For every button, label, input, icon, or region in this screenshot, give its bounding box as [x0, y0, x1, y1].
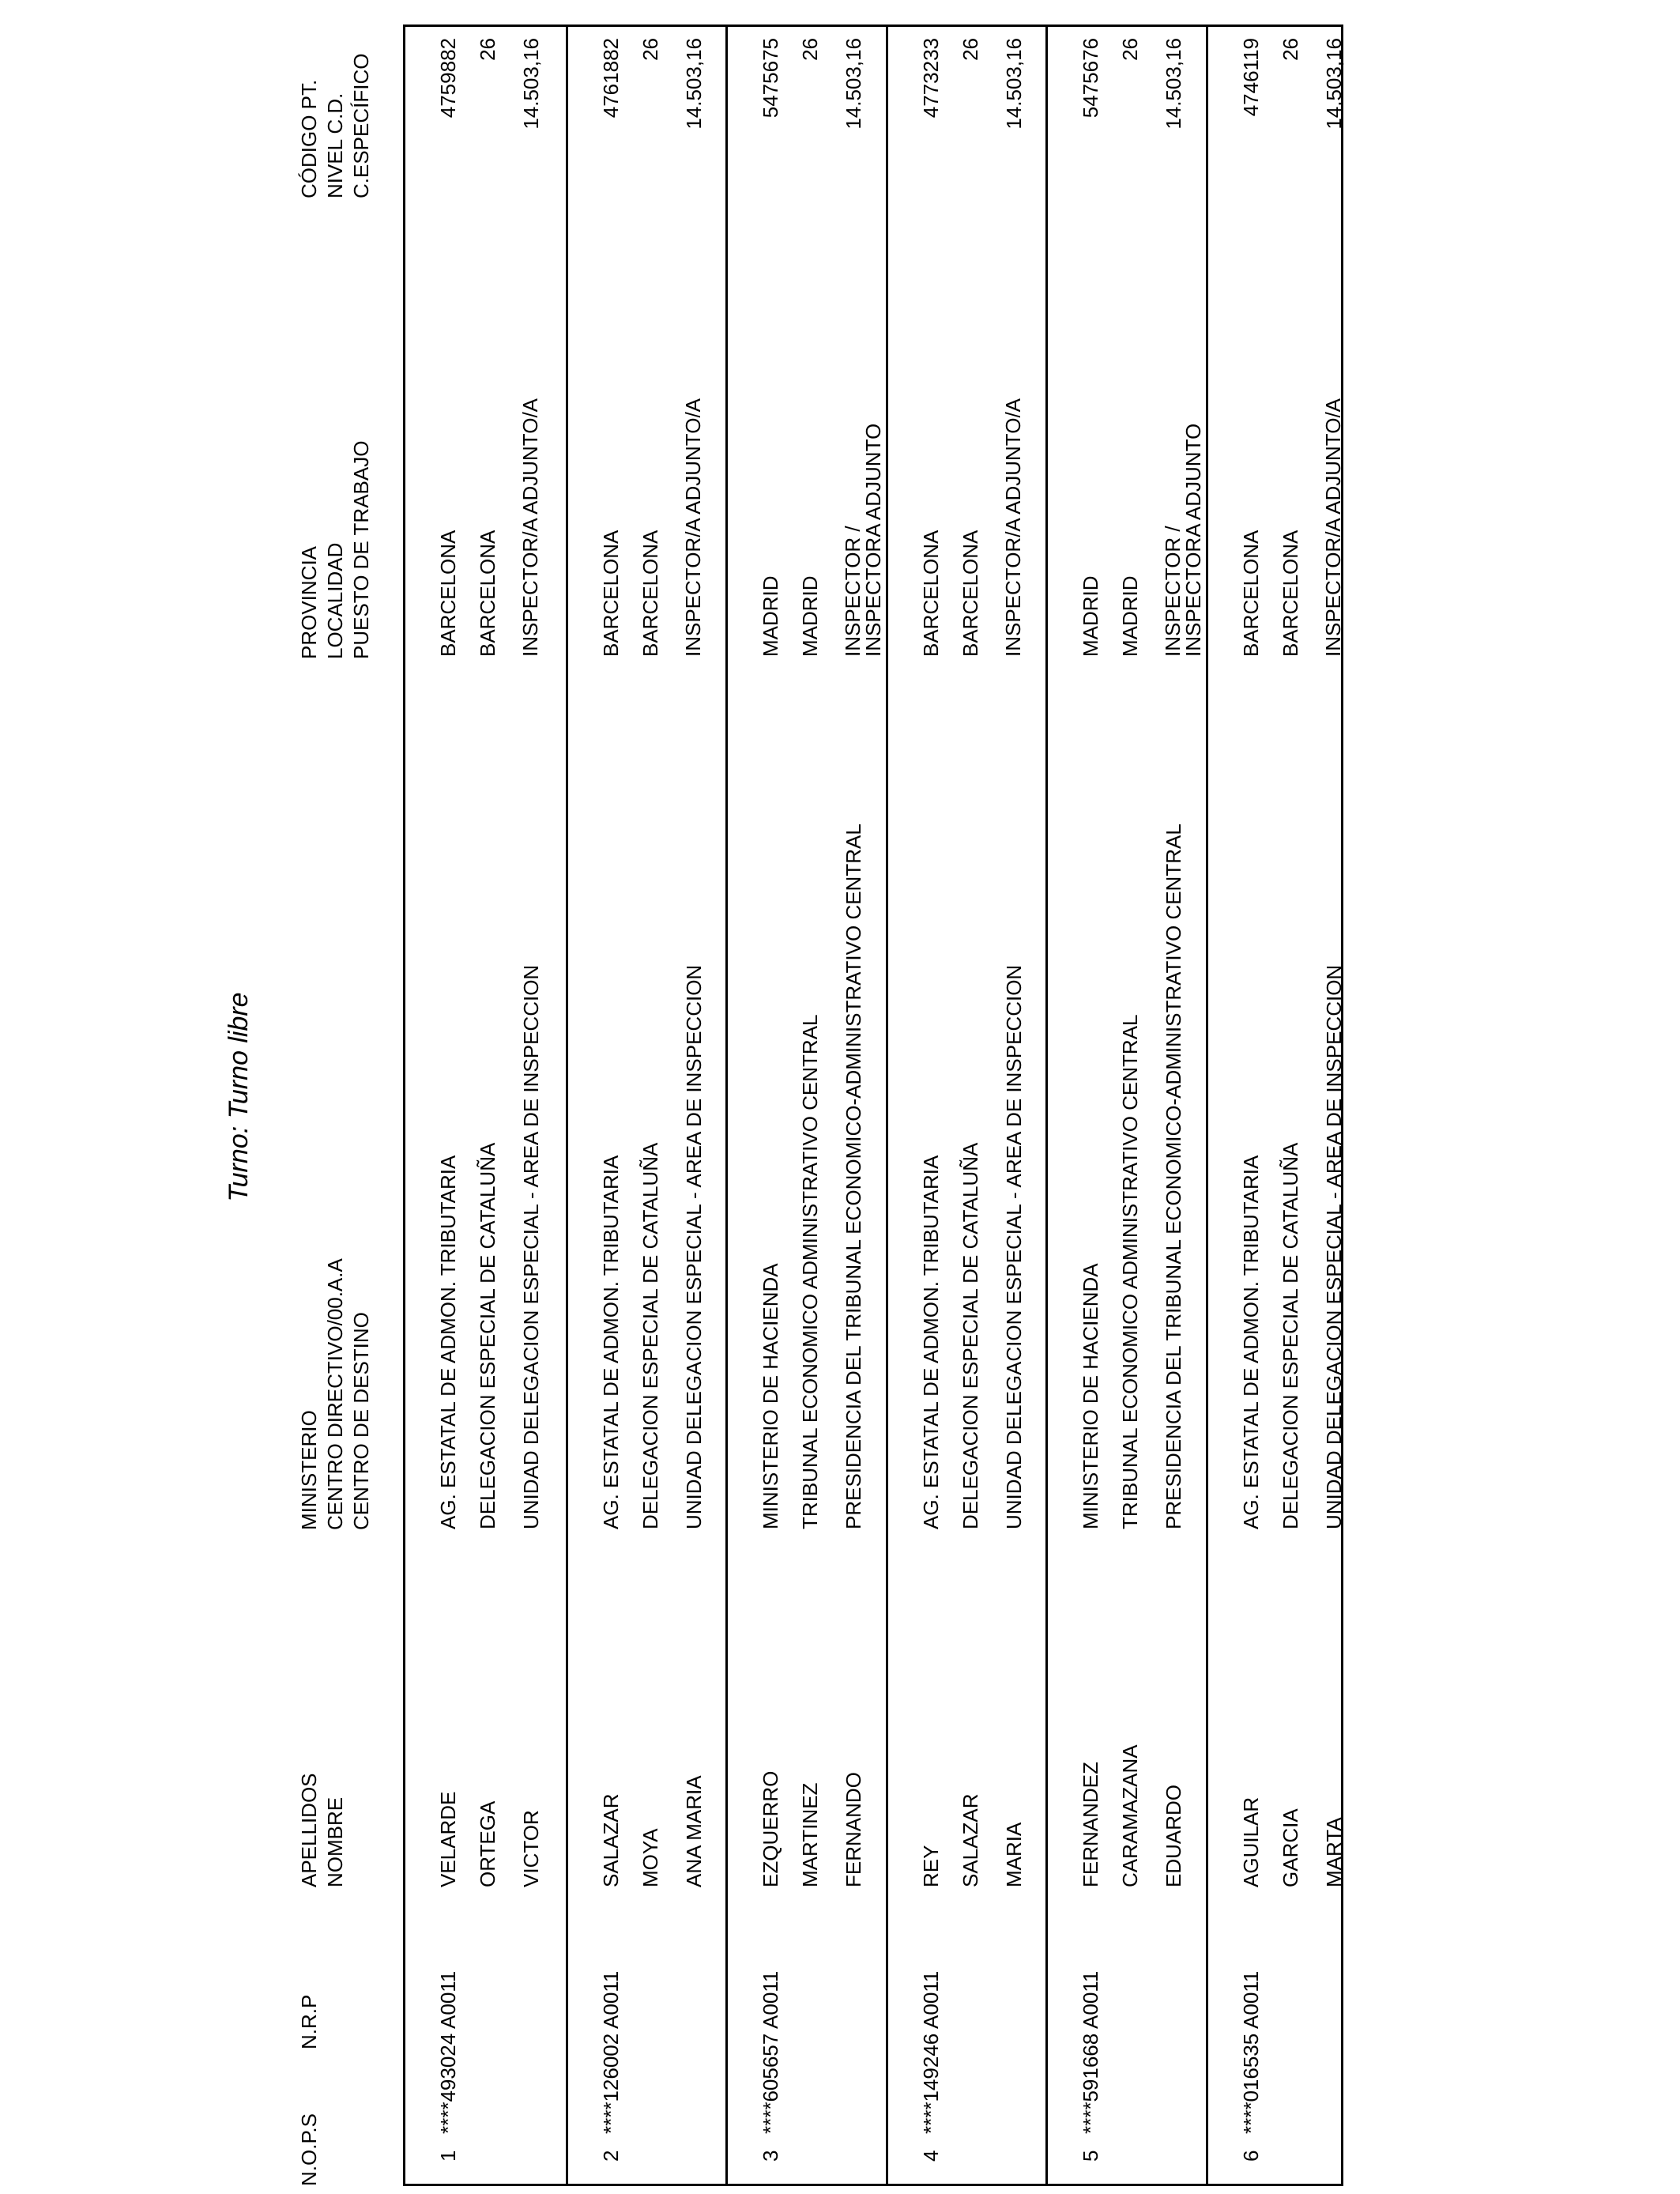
apellido1-cell: EZQUERRO [759, 1770, 782, 1887]
nivel-cell: 26 [1118, 38, 1142, 61]
results-table [403, 25, 1346, 2186]
ministerio-cell: AG. ESTATAL DE ADMON. TRIBUTARIA [436, 1155, 460, 1529]
especifico-cell: 14.503,16 [842, 38, 865, 130]
header-provincia-line: PROVINCIA [297, 545, 321, 659]
codigo-cell: 5475675 [759, 38, 782, 119]
apellido1-cell: VELARDE [436, 1791, 460, 1887]
table-row [405, 27, 566, 2184]
header-puesto-line: PUESTO DE TRABAJO [349, 440, 373, 659]
nrp-cell: ****493024 A0011 [436, 1970, 460, 2134]
centro-destino-cell: UNIDAD DELEGACION ESPECIAL - AREA DE INSPECCION [519, 964, 543, 1529]
nombre-cell: EDUARDO [1162, 1784, 1185, 1887]
centro-destino-cell: UNIDAD DELEGACION ESPECIAL - AREA DE INSPECCION [1322, 964, 1346, 1529]
nivel-cell: 26 [798, 38, 822, 61]
header-codigo-line: CÓDIGO PT. [297, 79, 321, 198]
nivel-cell: 26 [959, 38, 982, 61]
apellido2-cell: GARCIA [1279, 1808, 1302, 1887]
provincia-cell: BARCELONA [436, 530, 460, 657]
codigo-cell: 4746119 [1239, 38, 1263, 117]
centro-directivo-cell: DELEGACION ESPECIAL DE CATALUÑA [476, 1142, 499, 1529]
nops-cell: 1 [436, 2150, 460, 2162]
ministerio-cell: AG. ESTATAL DE ADMON. TRIBUTARIA [1239, 1155, 1263, 1529]
nombre-cell: FERNANDO [842, 1772, 865, 1887]
nrp-cell: ****591668 A0011 [1079, 1970, 1102, 2134]
nrp-cell: ****149246 A0011 [919, 1970, 943, 2134]
nops-cell: 6 [1239, 2150, 1263, 2162]
puesto-cell: INSPECTOR/A ADJUNTO/A [518, 398, 542, 657]
nrp-cell: ****016535 A0011 [1239, 1970, 1263, 2134]
apellido2-cell: CARAMAZANA [1118, 1744, 1142, 1887]
localidad-cell: MADRID [1118, 575, 1142, 657]
localidad-cell: BARCELONA [638, 530, 662, 657]
header-nrp-label: N.R.P [297, 1994, 321, 2049]
header-codigo [296, 54, 375, 198]
centro-destino-cell: PRESIDENCIA DEL TRIBUNAL ECONOMICO-ADMINISTRATIVO CENTRAL [1162, 824, 1185, 1529]
nombre-cell: MARIA [1002, 1822, 1026, 1887]
apellido1-cell: AGUILAR [1239, 1796, 1263, 1887]
header-nombre-line: NOMBRE [323, 1796, 347, 1887]
puesto-cell: INSPECTOR/A ADJUNTO/A [1001, 398, 1025, 657]
ministerio-cell: AG. ESTATAL DE ADMON. TRIBUTARIA [919, 1155, 943, 1529]
table-row [886, 27, 1049, 2184]
nombre-cell: VICTOR [519, 1810, 543, 1887]
apellido2-cell: SALAZAR [959, 1793, 982, 1887]
provincia-cell: BARCELONA [1239, 530, 1263, 657]
puesto-cell: INSPECTOR / INSPECTORA ADJUNTO [1161, 423, 1205, 657]
especifico-cell: 14.503,16 [1162, 38, 1185, 130]
centro-directivo-cell: DELEGACION ESPECIAL DE CATALUÑA [638, 1142, 662, 1529]
nivel-cell: 26 [476, 38, 499, 61]
nombre-cell: MARTA [1322, 1817, 1346, 1887]
header-ministerio-line: MINISTERIO [297, 1410, 321, 1530]
centro-directivo-cell: DELEGACION ESPECIAL DE CATALUÑA [959, 1142, 982, 1529]
table-row [566, 27, 729, 2184]
localidad-cell: MADRID [798, 575, 822, 657]
header-nivel-line: NIVEL C.D. [323, 92, 347, 198]
nops-cell: 5 [1079, 2150, 1102, 2162]
apellido2-cell: ORTEGA [476, 1800, 499, 1887]
centro-directivo-cell: DELEGACION ESPECIAL DE CATALUÑA [1279, 1142, 1302, 1529]
provincia-cell: BARCELONA [919, 530, 943, 657]
apellido1-cell: FERNANDEZ [1079, 1762, 1102, 1887]
ministerio-cell: MINISTERIO DE HACIENDA [1079, 1263, 1102, 1529]
nivel-cell: 26 [638, 38, 662, 61]
table-row [725, 27, 888, 2184]
table-row [1206, 27, 1369, 2184]
localidad-cell: BARCELONA [476, 530, 499, 657]
localidad-cell: BARCELONA [959, 530, 982, 657]
header-centro-destino-line: CENTRO DE DESTINO [349, 1312, 373, 1530]
provincia-cell: MADRID [1079, 575, 1102, 657]
codigo-cell: 4759882 [436, 38, 460, 119]
nombre-cell: ANA MARIA [682, 1775, 706, 1887]
especifico-cell: 14.503,16 [519, 38, 543, 130]
ministerio-cell: MINISTERIO DE HACIENDA [759, 1263, 782, 1529]
puesto-cell: INSPECTOR / INSPECTORA ADJUNTO [841, 423, 885, 657]
table-row [1045, 27, 1208, 2184]
apellido2-cell: MOYA [638, 1828, 662, 1887]
header-nops-label: N.O.P.S [297, 2113, 321, 2186]
nops-cell: 2 [599, 2150, 623, 2162]
header-especifico-line: C.ESPECÍFICO [349, 53, 373, 198]
header-localidad-line: LOCALIDAD [323, 542, 347, 659]
header-nops [296, 2113, 322, 2186]
ministerio-cell: AG. ESTATAL DE ADMON. TRIBUTARIA [599, 1155, 623, 1529]
puesto-cell: INSPECTOR/A ADJUNTO/A [681, 398, 705, 657]
nops-cell: 3 [759, 2150, 782, 2162]
centro-directivo-cell: TRIBUNAL ECONOMICO ADMINISTRATIVO CENTRAL [1118, 1014, 1142, 1529]
centro-destino-cell: PRESIDENCIA DEL TRIBUNAL ECONOMICO-ADMINISTRATIVO CENTRAL [842, 824, 865, 1529]
header-ministerio [296, 1258, 375, 1530]
especifico-cell: 14.503,16 [1002, 38, 1026, 130]
codigo-cell: 4761882 [599, 38, 623, 119]
header-centro-directivo-line: CENTRO DIRECTIVO/00.A.A [323, 1258, 347, 1530]
header-provincia [296, 441, 375, 659]
puesto-cell: INSPECTOR/A ADJUNTO/A [1321, 398, 1345, 657]
localidad-cell: BARCELONA [1279, 530, 1302, 657]
centro-destino-cell: UNIDAD DELEGACION ESPECIAL - AREA DE INSPECCION [1002, 964, 1026, 1529]
header-apellidos [296, 1773, 348, 1887]
especifico-cell: 14.503,16 [682, 38, 706, 130]
apellido1-cell: SALAZAR [599, 1793, 623, 1887]
nrp-cell: ****605657 A0011 [759, 1970, 782, 2134]
provincia-cell: BARCELONA [599, 530, 623, 657]
page-title: Turno: Turno libre [224, 992, 254, 1202]
nivel-cell: 26 [1279, 38, 1302, 61]
codigo-cell: 5475676 [1079, 38, 1102, 119]
nops-cell: 4 [919, 2150, 943, 2162]
centro-destino-cell: UNIDAD DELEGACION ESPECIAL - AREA DE INSPECCION [682, 964, 706, 1529]
header-apellidos-line: APELLIDOS [297, 1773, 321, 1887]
apellido1-cell: REY [919, 1845, 943, 1887]
codigo-cell: 4773233 [919, 38, 943, 119]
header-nrp [296, 1995, 322, 2049]
apellido2-cell: MARTINEZ [798, 1782, 822, 1887]
nrp-cell: ****126002 A0011 [599, 1970, 623, 2134]
especifico-cell: 14.503,16 [1322, 38, 1346, 130]
provincia-cell: MADRID [759, 575, 782, 657]
centro-directivo-cell: TRIBUNAL ECONOMICO ADMINISTRATIVO CENTRAL [798, 1014, 822, 1529]
